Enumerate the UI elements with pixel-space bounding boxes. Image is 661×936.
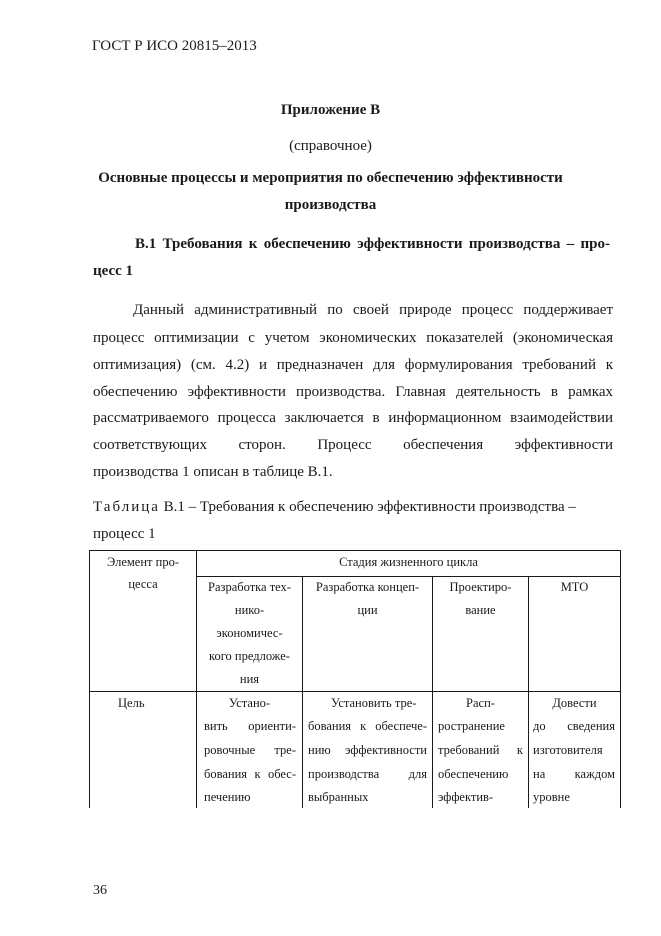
goal-cell-concept: выбранных [308,790,369,804]
stage-header-feasibility: Разработка тех- [208,580,291,594]
goal-cell-design: обеспечению [438,767,509,781]
appendix-kind: (справочное) [289,138,372,154]
goal-cell-concept: Установить тре- [331,696,417,710]
stage-header-feasibility: ния [239,672,260,686]
section-title-line-2: цесс 1 [93,263,134,279]
table-rule [89,691,621,692]
stage-header-design: Проектиро- [449,580,512,594]
goal-cell-feasibility: бования к обес- [204,767,296,781]
table-header-element: цесса [128,577,158,591]
goal-cell-procurement: уровне [533,790,570,804]
goal-cell-concept: нию эффективности [308,743,427,757]
stage-header-feasibility: кого предложе- [209,649,290,663]
table-border-top [89,550,621,551]
goal-cell-feasibility: ровочные тре- [204,743,296,757]
goal-cell-design: Расп- [466,696,495,710]
goal-cell-procurement: на каждом [533,767,615,781]
goal-cell-design: эффектив- [438,790,494,804]
stage-header-concept: ции [357,603,378,617]
goal-cell-design: требований к [438,743,523,757]
goal-cell-feasibility: Устано- [228,696,271,710]
paragraph-line: процесс оптимизации с учетом экономических показателей (экономическая [93,330,613,346]
table-caption-label: Таблица [93,499,160,515]
stage-header-feasibility: экономичес- [216,626,283,640]
goal-cell-feasibility: вить ориенти- [204,719,296,733]
stage-header-concept: Разработка концеп- [315,580,420,594]
paragraph-line: производства 1 описан в таблице В.1. [93,464,333,480]
table-rule [196,576,621,577]
page-number: 36 [93,883,107,898]
table-rule [528,576,529,808]
paragraph-line: обеспечению эффективности производства. Главная деятельность в рамках [93,384,613,400]
section-title-line-1: В.1 Требования к обеспечению эффективности производства – про- [135,236,610,252]
paragraph-line: Данный административный по своей природе процесс поддерживает [133,302,613,318]
paragraph-line: оптимизация) (см. 4.2) и предназначен для формулирования требований к [93,357,613,373]
stage-header-procurement: МТО [560,580,589,594]
row-element-goal: Цель [118,696,145,710]
document-code: ГОСТ Р ИСО 20815–2013 [92,38,257,54]
table-header-element: Элемент про- [107,555,179,569]
stage-header-feasibility: нико- [234,603,265,617]
goal-cell-design: ространение [438,719,505,733]
stage-header-design: вание [465,603,496,617]
goal-cell-concept: производства для [308,767,427,781]
table-header-lifecycle: Стадия жизненного цикла [339,555,478,569]
goal-cell-feasibility: печению [204,790,251,804]
paragraph-line: соответствующих сторон. Процесс обеспечения эффективности [93,437,613,453]
table-caption-line-2: процесс 1 [93,526,156,542]
table-caption-text: В.1 – Требования к обеспечению эффективности производства – [159,499,576,515]
appendix-heading-line-1: Основные процессы и мероприятия по обеспечению эффективности [98,170,563,186]
appendix-title: Приложение В [280,102,381,118]
table-caption [93,499,576,516]
goal-cell-procurement: до сведения [533,719,615,733]
paragraph-line: рассматриваемого процесса заключается в информационном взаимодействии [93,410,613,426]
goal-cell-procurement: изготовителя [533,743,603,757]
table-border-right [620,550,621,808]
goal-cell-procurement: Довести [552,696,597,710]
appendix-heading-line-2: производства [284,197,377,213]
goal-cell-concept: бования к обеспече- [308,719,427,733]
